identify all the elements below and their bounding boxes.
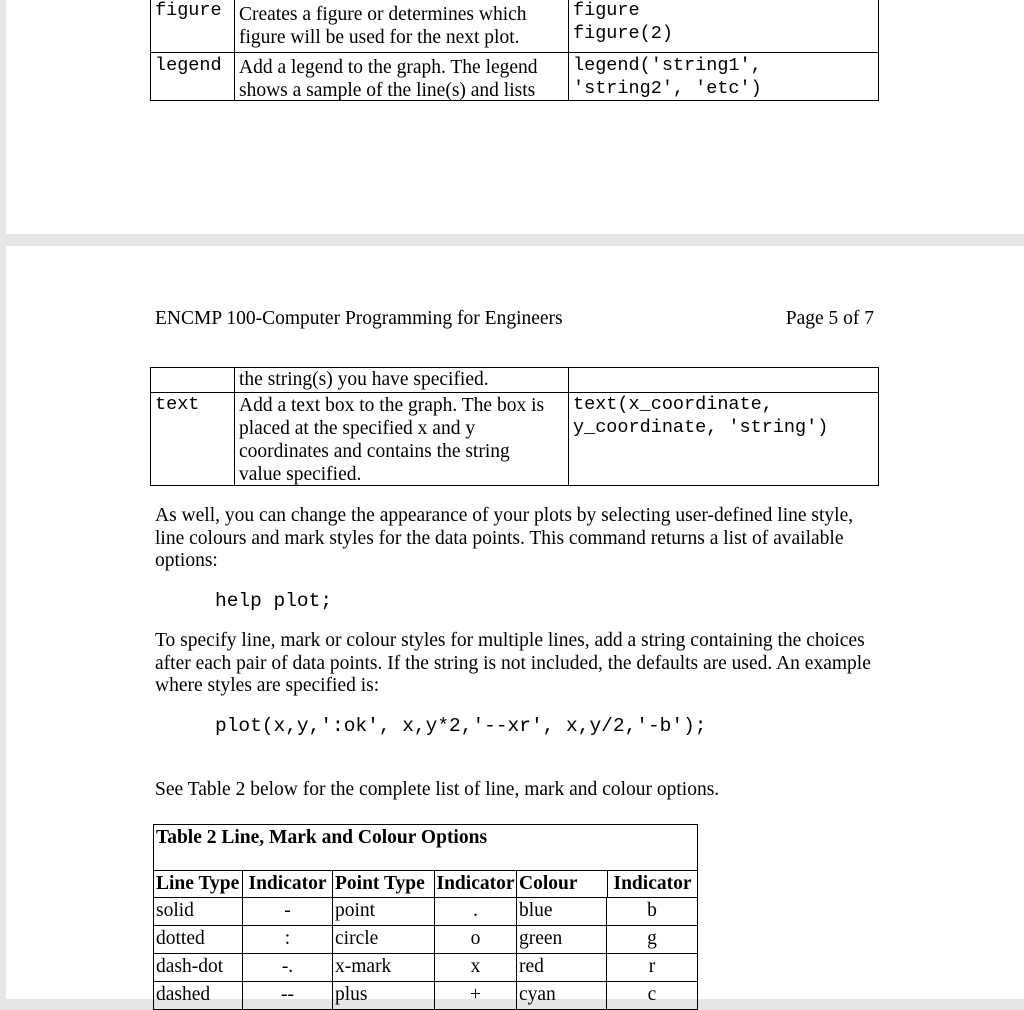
command-figure: figure [155, 0, 222, 21]
cell-indicator: -. [243, 954, 333, 982]
col-header-colour: Colour [517, 870, 607, 898]
col-header-point-type: Point Type [333, 870, 435, 898]
table-cell-command [150, 392, 235, 486]
course-title: ENCMP 100-Computer Programming for Engineers [155, 308, 563, 329]
paragraph-styles: To specify line, mark or colour styles for multiple lines, add a string containing the choices after each pair of data points. If the string is not included, the defaults are used. An example where styles are specified is: [155, 630, 871, 696]
description-line: figure will be used for the next plot. [239, 27, 520, 48]
description-line: Add a text box to the graph. The box is [239, 395, 545, 416]
command-text: text [155, 394, 200, 415]
description-line: Add a legend to the graph. The legend [239, 57, 538, 78]
cell-indicator: r [607, 954, 698, 982]
description-line: placed at the specified x and y [239, 418, 476, 439]
paragraph-see-table: See Table 2 below for the complete list of line, mark and colour options. [155, 779, 720, 800]
cell-indicator: : [243, 926, 333, 954]
cell-colour: blue [517, 898, 607, 926]
description-line: shows a sample of the line(s) and lists [239, 80, 536, 101]
cell-line-type: dashed [153, 982, 243, 1010]
command-legend: legend [155, 55, 222, 76]
table-cell-example [568, 0, 879, 53]
table-cell-description [234, 0, 569, 53]
table-cell-example [568, 52, 879, 101]
table-cell-empty [568, 367, 879, 393]
cell-indicator: g [607, 926, 698, 954]
example-line: text(x_coordinate, [573, 394, 773, 415]
cell-indicator: o [435, 926, 517, 954]
example-line: y_coordinate, 'string') [573, 416, 829, 438]
description-line: Creates a figure or determines which [239, 4, 527, 25]
cell-point-type: plus [333, 982, 435, 1010]
page-number: Page 5 of 7 [785, 308, 874, 329]
col-header-indicator: Indicator [435, 870, 517, 898]
cell-indicator: - [243, 898, 333, 926]
table-cell-command [150, 52, 235, 101]
col-header-indicator: Indicator [243, 870, 333, 898]
cell-line-type: dash-dot [153, 954, 243, 982]
table-cell-empty [150, 367, 235, 393]
continuation-text: the string(s) you have specified. [239, 369, 489, 390]
cell-indicator: c [607, 982, 698, 1010]
cell-indicator: . [435, 898, 517, 926]
table-cell-example [568, 392, 879, 486]
cell-colour: red [517, 954, 607, 982]
cell-point-type: x-mark [333, 954, 435, 982]
description-line: value specified. [239, 464, 362, 485]
example-line: figure(2) [573, 22, 673, 44]
cell-colour: green [517, 926, 607, 954]
cell-point-type: circle [333, 926, 435, 954]
paragraph-appearance: As well, you can change the appearance of your plots by selecting user-defined line style, line colours and mark styles for the data points. This command returns a list of available options: [155, 505, 854, 571]
table-cell-continuation [234, 367, 569, 393]
code-help-plot: help plot; [215, 590, 333, 612]
cell-indicator: -- [243, 982, 333, 1010]
table-cell-command [150, 0, 235, 53]
col-header-line-type: Line Type [153, 870, 243, 898]
cell-indicator: x [435, 954, 517, 982]
col-header-indicator: Indicator [607, 870, 698, 898]
code-plot-example: plot(x,y,':ok', x,y*2,'--xr', x,y/2,'-b'); [215, 715, 707, 737]
example-line: figure [573, 0, 640, 21]
example-line: legend('string1', [573, 55, 762, 76]
description-line: coordinates and contains the string [239, 441, 510, 462]
cell-line-type: solid [153, 898, 243, 926]
cell-indicator: b [607, 898, 698, 926]
cell-indicator: + [435, 982, 517, 1010]
cell-line-type: dotted [153, 926, 243, 954]
example-line: 'string2', 'etc') [573, 77, 762, 99]
table-cell-description [234, 52, 569, 101]
cell-colour: cyan [517, 982, 607, 1010]
table-caption: Table 2 Line, Mark and Colour Options [153, 824, 698, 872]
cell-point-type: point [333, 898, 435, 926]
table-cell-description [234, 392, 569, 486]
